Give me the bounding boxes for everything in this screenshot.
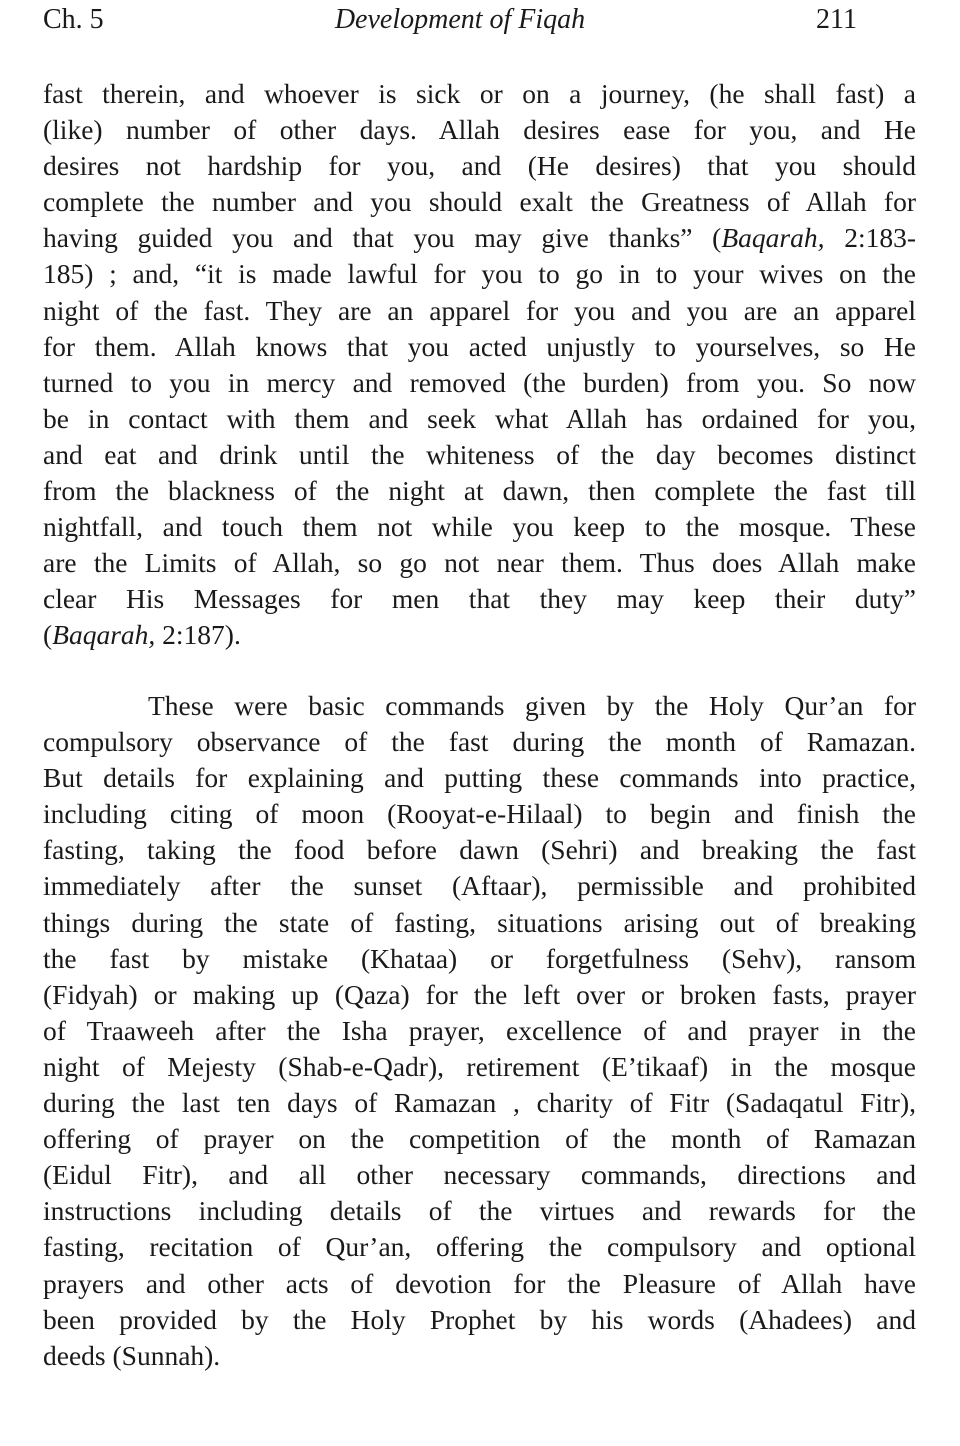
line-text: 2:183- — [824, 222, 916, 254]
line-text: for them. Allah knows that you acted unjustly to yourselves, so He — [43, 330, 916, 362]
line-text: 185) ; and, “it is made lawful for you to go in to your wives on the — [43, 258, 916, 290]
line-text: been provided by the Holy Prophet by his words (Ahadees) and — [43, 1303, 916, 1335]
text-line — [43, 905, 916, 941]
line-text: of Traaweeh after the Isha prayer, excellence of and prayer in the — [43, 1014, 916, 1046]
line-text: complete the number and you should exalt the Greatness of Allah for — [43, 186, 916, 218]
text-line — [43, 581, 916, 617]
line-text: 2:187). — [155, 619, 241, 651]
text-line — [43, 1013, 916, 1049]
line-text: night of Mejesty (Shab-e-Qadr), retirement (E’tikaaf) in the mosque — [43, 1050, 916, 1082]
paragraph-quran-quote — [43, 76, 916, 654]
text-line — [43, 1049, 916, 1085]
text-line — [43, 1266, 916, 1302]
text-line — [43, 220, 916, 256]
line-text: the fast by mistake (Khataa) or forgetfulness (Sehv), ransom — [43, 942, 916, 974]
page-number: 211 — [816, 4, 857, 35]
running-title: Development of Fiqah — [334, 4, 586, 35]
line-text: having guided you and that you may give thanks” ( — [43, 222, 722, 254]
text-line — [43, 1157, 916, 1193]
line-text: But details for explaining and putting these commands into practice, — [43, 762, 916, 794]
text-line — [43, 112, 916, 148]
text-line — [43, 293, 916, 329]
text-line — [43, 760, 916, 796]
line-text: including citing of moon (Rooyat-e-Hilaal) to begin and finish the — [43, 798, 916, 830]
citation-text: Baqarah, — [52, 619, 156, 651]
text-line — [43, 1085, 916, 1121]
text-line — [43, 437, 916, 473]
line-text: offering of prayer on the competition of the month of Ramazan — [43, 1123, 916, 1155]
line-text: during the last ten days of Ramazan , charity of Fitr (Sadaqatul Fitr), — [43, 1087, 916, 1119]
text-line — [43, 1229, 916, 1265]
text-line — [43, 76, 916, 112]
line-text: clear His Messages for men that they may keep their duty” — [43, 583, 916, 615]
line-text: These were basic commands given by the Holy Qur’an for — [148, 690, 916, 721]
chapter-label: Ch. 5 — [43, 4, 104, 35]
text-line — [43, 688, 916, 724]
text-line — [43, 473, 916, 509]
text-line — [43, 184, 916, 220]
citation-text: Baqarah, — [721, 222, 825, 254]
line-text: desires not hardship for you, and (He desires) that you should — [43, 150, 916, 182]
paragraph-fasting-details — [43, 688, 916, 1374]
line-text: things during the state of fasting, situations arising out of breaking — [43, 906, 916, 938]
line-text: deeds (Sunnah). — [43, 1339, 221, 1371]
line-text: fasting, recitation of Qur’an, offering the compulsory and optional — [43, 1231, 916, 1263]
line-text: (like) number of other days. Allah desires ease for you, and He — [43, 114, 916, 146]
line-text: turned to you in mercy and removed (the burden) from you. So now — [43, 366, 916, 398]
text-line — [43, 545, 916, 581]
line-text: ( — [43, 619, 53, 651]
text-line — [43, 1302, 916, 1338]
text-line — [43, 1193, 916, 1229]
text-line — [43, 868, 916, 904]
text-line — [43, 1338, 916, 1374]
line-text: and eat and drink until the whiteness of the day becomes distinct — [43, 438, 916, 470]
line-text: instructions including details of the virtues and rewards for the — [43, 1195, 916, 1227]
line-text: nightfall, and touch them not while you keep to the mosque. These — [43, 511, 916, 543]
line-text: (Eidul Fitr), and all other necessary commands, directions and — [43, 1159, 916, 1191]
line-text: compulsory observance of the fast during the month of Ramazan. — [43, 726, 916, 758]
text-line — [43, 724, 916, 760]
text-line — [43, 148, 916, 184]
line-text: from the blackness of the night at dawn, then complete the fast till — [43, 475, 916, 507]
line-text: fasting, taking the food before dawn (Sehri) and breaking the fast — [43, 834, 916, 866]
text-line — [43, 796, 916, 832]
text-line — [43, 1121, 916, 1157]
text-line — [43, 365, 916, 401]
text-line — [43, 941, 916, 977]
line-text: (Fidyah) or making up (Qaza) for the left over or broken fasts, prayer — [43, 978, 916, 1010]
line-text: be in contact with them and seek what Allah has ordained for you, — [43, 402, 916, 434]
line-text: prayers and other acts of devotion for the Pleasure of Allah have — [43, 1267, 916, 1299]
text-line — [43, 977, 916, 1013]
line-text: night of the fast. They are an apparel for you and you are an apparel — [43, 294, 916, 326]
line-text: are the Limits of Allah, so go not near them. Thus does Allah make — [43, 547, 916, 579]
text-line — [43, 617, 916, 653]
text-line — [43, 256, 916, 292]
text-line — [43, 329, 916, 365]
text-line — [43, 509, 916, 545]
line-text: fast therein, and whoever is sick or on a journey, (he shall fast) a — [43, 78, 916, 109]
text-line — [43, 401, 916, 437]
text-line — [43, 832, 916, 868]
line-text: immediately after the sunset (Aftaar), permissible and prohibited — [43, 870, 916, 902]
